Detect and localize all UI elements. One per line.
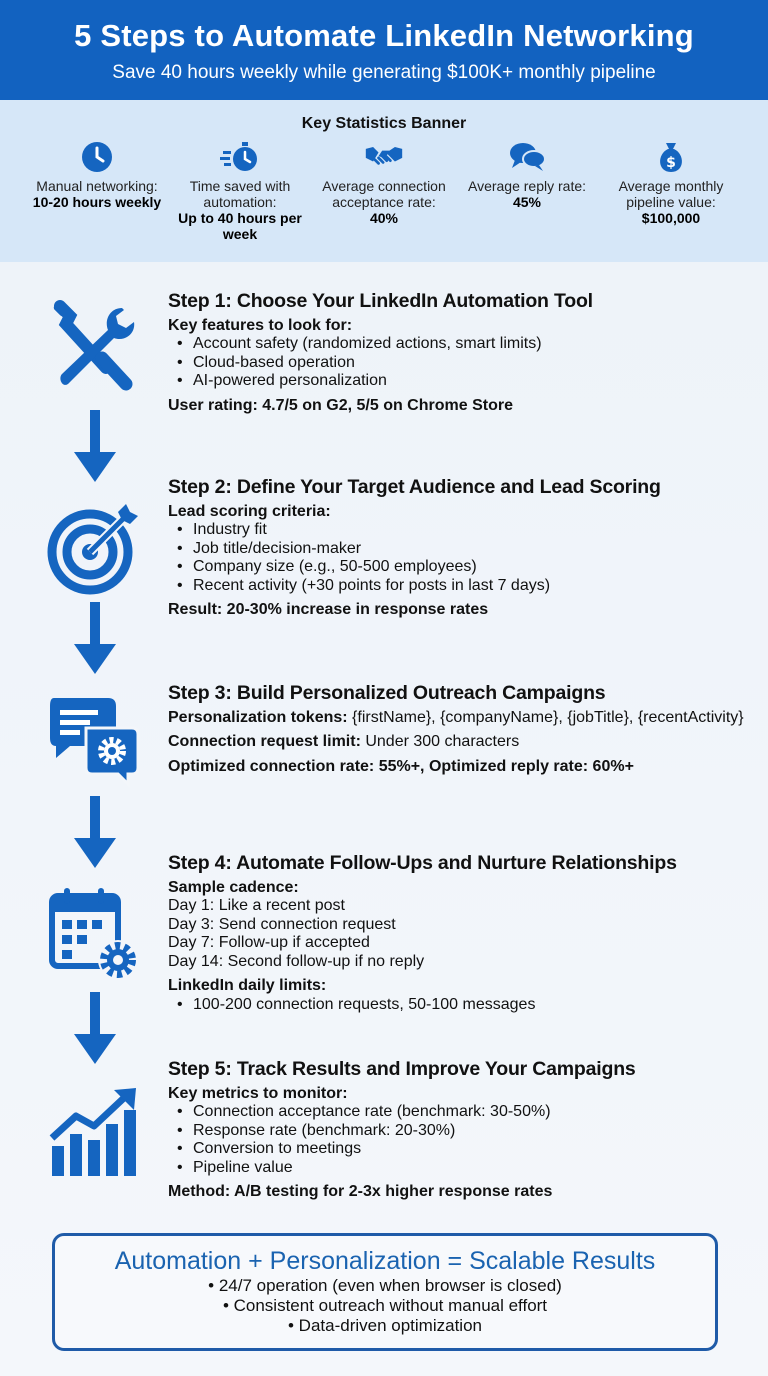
step-5-subhead: Key metrics to monitor:	[168, 1084, 348, 1102]
tools-icon	[46, 298, 142, 394]
money-bag-icon	[651, 140, 691, 174]
step-3	[168, 684, 758, 776]
cadence-item: Day 7: Follow-up if accepted	[168, 934, 370, 951]
arrow-down-icon	[70, 992, 120, 1072]
list-item: • Recent activity (+30 points for posts in last 7 days)	[168, 577, 758, 596]
list-item: • Pipeline value	[168, 1159, 758, 1178]
target-icon	[46, 500, 142, 596]
step-4-limits-head: LinkedIn daily limits:	[168, 977, 327, 994]
step-3-limit: Connection request limit: Under 300 characters	[168, 733, 520, 750]
list-item: • Account safety (randomized actions, smart limits)	[168, 335, 758, 354]
summary-title: Automation + Personalization = Scalable Results	[114, 1247, 656, 1275]
stat-reply-rate: Average reply rate: 45%	[452, 140, 602, 210]
stat-acceptance-rate: Average connection acceptance rate: 40%	[309, 140, 459, 226]
step-5-title: Step 5: Track Results and Improve Your Campaigns	[168, 1058, 636, 1080]
page-subtitle: Save 40 hours weekly while generating $100K+ monthly pipeline	[112, 62, 656, 83]
step-4	[168, 854, 758, 1014]
step-2-note: Result: 20-30% increase in response rates	[168, 601, 489, 618]
cadence-item: Day 3: Send connection request	[168, 915, 396, 933]
stat-manual-networking: Manual networking: 10-20 hours weekly	[22, 140, 172, 210]
header	[0, 0, 768, 100]
list-item: • Industry fit	[168, 521, 758, 540]
step-5-metrics	[168, 1103, 758, 1177]
step-3-title: Step 3: Build Personalized Outreach Campaigns	[168, 682, 606, 704]
step-1-title: Step 1: Choose Your LinkedIn Automation Tool	[168, 290, 593, 312]
step-2	[168, 478, 758, 620]
arrow-down-icon	[70, 796, 120, 876]
stats-banner	[0, 100, 768, 262]
steps-section	[0, 262, 768, 1376]
stopwatch-icon	[220, 140, 260, 174]
step-2-title: Step 2: Define Your Target Audience and Lead Scoring	[168, 476, 661, 498]
list-item: • 100-200 connection requests, 50-100 messages	[168, 996, 758, 1015]
chat-settings-icon	[46, 692, 142, 788]
step-5	[168, 1060, 758, 1202]
cadence-item: Day 1: Like a recent post	[168, 897, 345, 914]
step-1-subhead: Key features to look for:	[168, 316, 353, 334]
summary-box	[52, 1233, 718, 1351]
step-1-note: User rating: 4.7/5 on G2, 5/5 on Chrome Store	[168, 396, 513, 414]
step-5-note: Method: A/B testing for 2-3x higher response rates	[168, 1183, 553, 1200]
step-2-subhead: Lead scoring criteria:	[168, 502, 331, 520]
list-item: • AI-powered personalization	[168, 372, 758, 391]
summary-points	[55, 1276, 715, 1336]
list-item: • Job title/decision-maker	[168, 540, 758, 559]
list-item: • Company size (e.g., 50-500 employees)	[168, 558, 758, 577]
step-3-tokens: Personalization tokens: {firstName}, {companyName}, {jobTitle}, {recentActivity}	[168, 708, 744, 726]
cadence-item: Day 14: Second follow-up if no reply	[168, 952, 425, 970]
summary-point: • Data-driven optimization	[288, 1316, 482, 1335]
clock-icon	[77, 140, 117, 174]
chat-bubbles-icon	[507, 140, 547, 174]
stat-time-saved: Time saved with automation: Up to 40 hours per week	[165, 140, 315, 242]
growth-chart-icon	[46, 1084, 142, 1180]
step-4-limits	[168, 996, 758, 1015]
arrow-down-icon	[70, 602, 120, 682]
svg-text:$: $	[666, 155, 676, 171]
step-1-features	[168, 335, 758, 391]
page-title: 5 Steps to Automate LinkedIn Networking	[74, 18, 694, 53]
step-1	[168, 292, 758, 415]
step-4-subhead: Sample cadence:	[168, 878, 299, 896]
step-3-note: Optimized connection rate: 55%+, Optimized reply rate: 60%+	[168, 757, 634, 775]
step-2-criteria	[168, 521, 758, 595]
stat-pipeline-value: $ Average monthly pipeline value: $100,000	[596, 140, 746, 226]
step-4-title: Step 4: Automate Follow-Ups and Nurture Relationships	[168, 852, 677, 874]
summary-point: • 24/7 operation (even when browser is closed)	[208, 1276, 562, 1295]
calendar-gear-icon	[46, 886, 142, 982]
list-item: • Cloud-based operation	[168, 354, 758, 373]
handshake-icon	[364, 140, 404, 174]
list-item: • Response rate (benchmark: 20-30%)	[168, 1122, 758, 1141]
stats-banner-title: Key Statistics Banner	[301, 115, 467, 132]
list-item: • Conversion to meetings	[168, 1140, 758, 1159]
list-item: • Connection acceptance rate (benchmark: 30-50%)	[168, 1103, 758, 1122]
summary-point: • Consistent outreach without manual effort	[222, 1296, 548, 1315]
arrow-down-icon	[70, 410, 120, 490]
